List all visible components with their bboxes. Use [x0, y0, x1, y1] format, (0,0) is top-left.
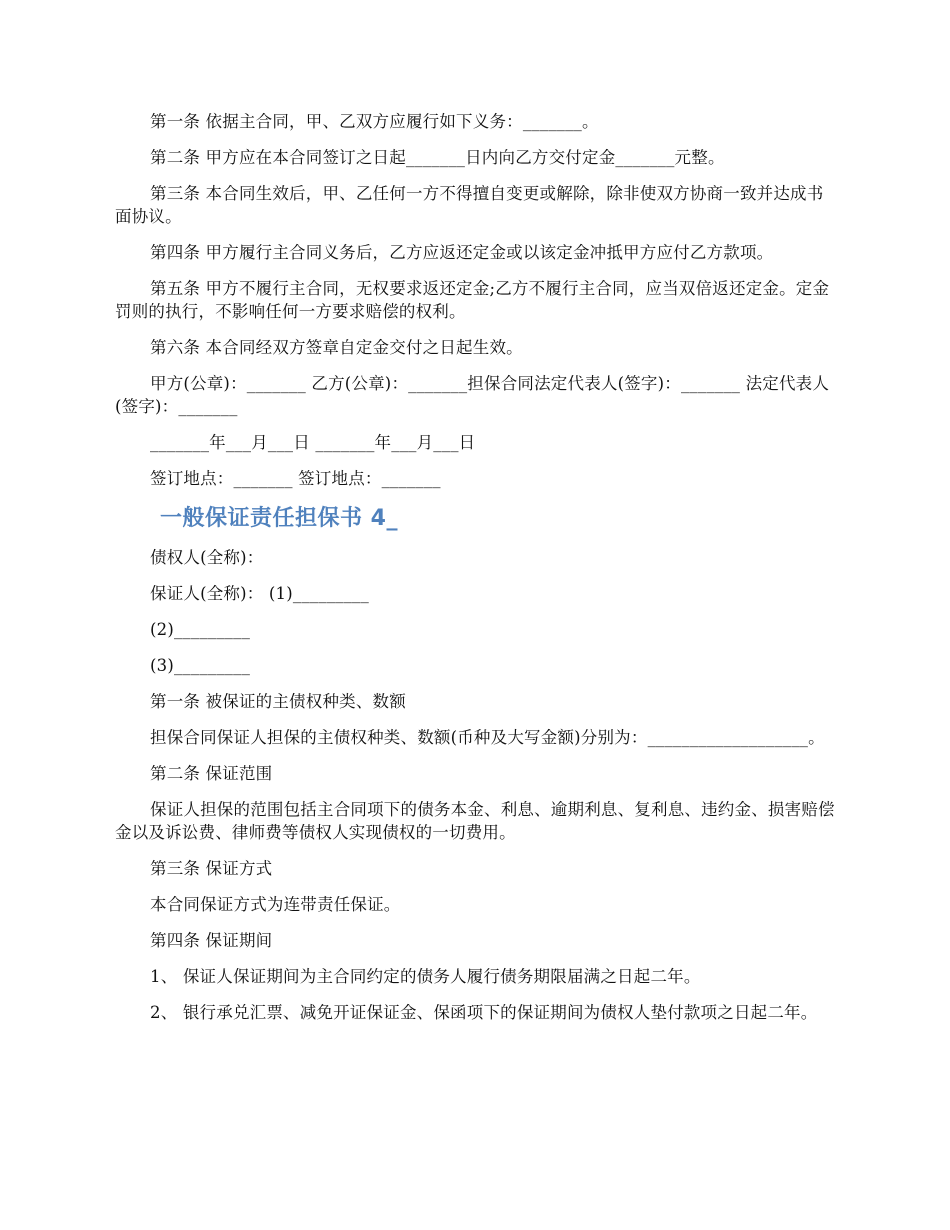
clause-2-heading: 第二条 保证范围	[150, 764, 273, 783]
clause-4-heading: 第四条 保证期间	[150, 931, 273, 950]
signature-line: 甲方(公章)：_______ 乙方(公章)：_______担保合同法定代表人(签字)：_______ 法定代表人(签字)：_______	[115, 374, 830, 416]
document-body	[115, 110, 837, 1037]
clause-4-item-1: 1、 保证人保证期间为主合同约定的债务人履行债务期限届满之日起二年。	[150, 967, 701, 986]
guarantor-line-1: 保证人(全称)： (1)_________	[150, 584, 369, 603]
clause-4-item-2: 2、 银行承兑汇票、减免开证保证金、保函项下的保证期间为债权人垫付款项之日起二年。	[150, 1003, 818, 1022]
clause-1-heading: 第一条 被保证的主债权种类、数额	[150, 692, 406, 711]
guarantor-line-3: (3)_________	[150, 656, 251, 675]
date-line: _______年___月___日 _______年___月___日	[150, 433, 476, 452]
section-title: 一般保证责任担保书 4_	[160, 506, 398, 531]
clause-3-body: 本合同保证方式为连带责任保证。	[150, 895, 401, 914]
article-3-paragraph: 第三条 本合同生效后，甲、乙任何一方不得擅自变更或解除，除非使双方协商一致并达成书面协议。	[115, 184, 824, 226]
guarantor-line-2: (2)_________	[150, 620, 251, 639]
article-2-paragraph: 第二条 甲方应在本合同签订之日起_______日内向乙方交付定金_______元整。	[150, 148, 725, 167]
article-6-paragraph: 第六条 本合同经双方签章自定金交付之日起生效。	[150, 338, 523, 357]
signing-place-line: 签订地点：_______ 签订地点：_______	[150, 469, 441, 488]
article-5-paragraph: 第五条 甲方不履行主合同，无权要求返还定金;乙方不履行主合同，应当双倍返还定金。定金罚则的执行，不影响任何一方要求赔偿的权利。	[115, 279, 830, 321]
clause-1-body: 担保合同保证人担保的主债权种类、数额(币种及大写金额)分别为：___________________。	[150, 728, 825, 747]
creditor-line: 债权人(全称)：	[150, 548, 264, 567]
clause-2-body: 保证人担保的范围包括主合同项下的债务本金、利息、逾期利息、复利息、违约金、损害赔偿金以及诉讼费、律师费等债权人实现债权的一切费用。	[115, 800, 835, 842]
article-1-paragraph: 第一条 依据主合同，甲、乙双方应履行如下义务：_______。	[150, 112, 599, 131]
clause-3-heading: 第三条 保证方式	[150, 859, 273, 878]
article-4-paragraph: 第四条 甲方履行主合同义务后，乙方应返还定金或以该定金冲抵甲方应付乙方款项。	[150, 243, 774, 262]
